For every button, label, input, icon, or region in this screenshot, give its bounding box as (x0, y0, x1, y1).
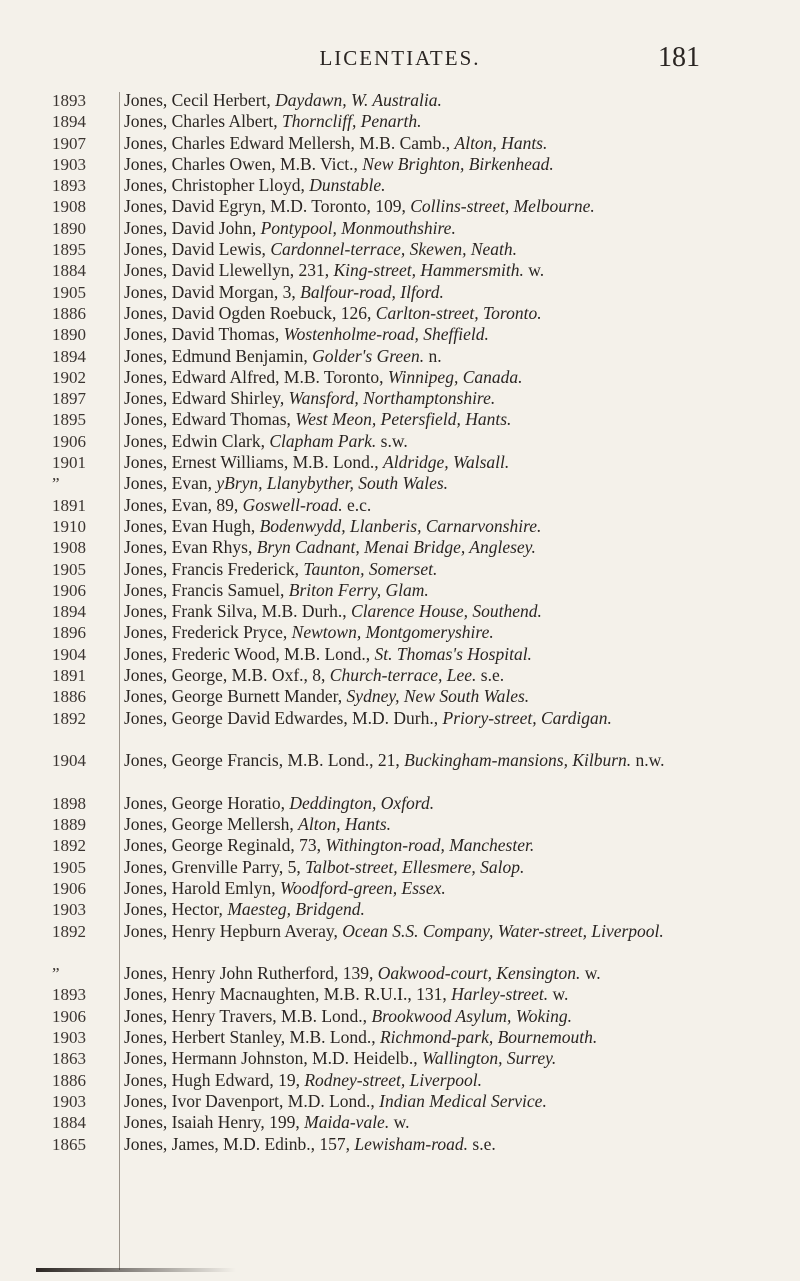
list-item (0, 473, 800, 494)
entry-address: Sydney, New South Wales. (346, 686, 530, 707)
entry-address: Balfour-road, Ilford. (300, 281, 444, 302)
entry-name: Jones, David Morgan, 3, (124, 281, 301, 302)
entry-postal-district: n.w. (631, 750, 665, 771)
entry-year: 1884 (52, 261, 86, 281)
entry-year: 1895 (52, 410, 86, 430)
entry-year: 1889 (52, 815, 86, 835)
entry-year: 1908 (52, 538, 86, 558)
entry-name: Jones, Grenville Parry, 5, (124, 856, 306, 877)
entry-name: Jones, Charles Albert, (124, 111, 282, 132)
entry-address: Carlton-street, Toronto. (375, 302, 542, 323)
entry-name: Jones, George David Edwardes, M.D. Durh., (124, 707, 443, 728)
entry-name: Jones, Frank Silva, M.B. Durh., (124, 601, 352, 622)
entry-postal-district: s.w. (376, 430, 408, 451)
entry-name: Jones, James, M.D. Edinb., 157, (124, 1133, 355, 1154)
list-item (0, 260, 800, 281)
entry-year: 1907 (52, 133, 86, 153)
entry-address: Oakwood-court, Kensington. (377, 963, 581, 984)
entry-text (124, 1091, 784, 1112)
entry-text (124, 686, 784, 707)
entry-text (124, 750, 784, 771)
entry-year: 1901 (52, 453, 86, 473)
entry-text (124, 622, 784, 643)
entry-text (124, 196, 784, 217)
entry-postal-district: e.c. (342, 494, 372, 515)
entry-text (124, 1027, 784, 1048)
entry-address: Lewisham-road. (354, 1133, 469, 1154)
list-item (0, 1006, 800, 1027)
entry-address: West Meon, Petersfield, Hants. (295, 409, 512, 430)
entry-name: Jones, Frederick Pryce, (124, 622, 292, 643)
entry-name: Jones, Edward Thomas, (124, 409, 296, 430)
entry-text (124, 175, 784, 196)
entry-text (124, 303, 784, 324)
entry-address: Wallington, Surrey. (421, 1048, 557, 1069)
entry-address: Indian Medical Service. (379, 1090, 547, 1111)
entry-name: Jones, Evan, 89, (124, 494, 243, 515)
list-item (0, 899, 800, 920)
entry-text (124, 1112, 784, 1133)
entry-address: yBryn, Llanybyther, South Wales. (216, 473, 449, 494)
list-item (0, 495, 800, 516)
entry-text (124, 921, 784, 942)
entry-text (124, 154, 784, 175)
entry-name: Jones, Hugh Edward, 19, (124, 1069, 305, 1090)
entry-address: Buckingham-mansions, Kilburn. (404, 750, 632, 771)
list-item (0, 154, 800, 175)
entry-text (124, 835, 784, 856)
entry-address: Deddington, Oxford. (289, 792, 435, 813)
entry-text (124, 580, 784, 601)
entry-name: Jones, Edward Alfred, M.B. Toronto, (124, 366, 388, 387)
entry-text (124, 1048, 784, 1069)
entry-address: Maida-vale. (304, 1112, 390, 1133)
list-item (0, 409, 800, 430)
entry-text (124, 665, 784, 686)
list-item (0, 367, 800, 388)
entry-text (124, 452, 784, 473)
entry-address: Golder's Green. (312, 345, 425, 366)
entry-year: 1906 (52, 878, 86, 898)
entry-name: Jones, Evan, (124, 473, 217, 494)
entry-year: 1904 (52, 751, 86, 771)
list-item (0, 814, 800, 835)
entry-name: Jones, Ernest Williams, M.B. Lond., (124, 452, 384, 473)
entry-name: Jones, George Reginald, 73, (124, 835, 326, 856)
entry-postal-district: w. (389, 1112, 410, 1133)
entry-year: 1903 (52, 1028, 86, 1048)
entry-text (124, 260, 784, 281)
entry-text (124, 644, 784, 665)
entry-address: Alton, Hants. (454, 132, 548, 153)
entry-year: 1894 (52, 346, 86, 366)
entry-text (124, 793, 784, 814)
list-item (0, 1134, 800, 1155)
entry-address: Clarence House, Southend. (351, 601, 542, 622)
entry-address: Goswell-road. (242, 494, 343, 515)
entry-name: Jones, Herbert Stanley, M.B. Lond., (124, 1027, 380, 1048)
entry-year: 1890 (52, 325, 86, 345)
entry-year: 1905 (52, 282, 86, 302)
entry-text (124, 473, 784, 494)
entry-year: 1898 (52, 793, 86, 813)
entry-year: 1903 (52, 154, 86, 174)
list-item (0, 175, 800, 196)
list-item (0, 559, 800, 580)
entry-name: Jones, David Llewellyn, 231, (124, 260, 334, 281)
entry-text (124, 559, 784, 580)
list-item (0, 431, 800, 452)
list-item (0, 452, 800, 473)
list-item (0, 90, 800, 111)
entry-text (124, 1070, 784, 1091)
entry-text (124, 963, 784, 984)
entry-name: Jones, Henry Travers, M.B. Lond., (124, 1005, 372, 1026)
entry-name: Jones, Edwin Clark, (124, 430, 270, 451)
entry-text (124, 1006, 784, 1027)
list-item (0, 239, 800, 260)
entry-address: Priory-street, Cardigan. (442, 707, 612, 728)
entry-year: 1892 (52, 921, 86, 941)
entry-year: ” (52, 474, 60, 494)
entry-text (124, 239, 784, 260)
entry-text (124, 111, 784, 132)
entry-text (124, 324, 784, 345)
entry-text (124, 282, 784, 303)
list-item (0, 644, 800, 665)
entry-name: Jones, Francis Frederick, (124, 558, 304, 579)
entry-name: Jones, Ivor Davenport, M.D. Lond., (124, 1090, 380, 1111)
entry-text (124, 133, 784, 154)
entry-year: 1903 (52, 1091, 86, 1111)
entry-year: 1897 (52, 389, 86, 409)
entry-address: Collins-street, Melbourne. (410, 196, 595, 217)
entry-year: 1886 (52, 1070, 86, 1090)
entry-year: 1903 (52, 900, 86, 920)
list-item (0, 218, 800, 239)
list-item (0, 537, 800, 558)
entry-text (124, 367, 784, 388)
entry-year: 1886 (52, 687, 86, 707)
entry-year: 1891 (52, 495, 86, 515)
entry-year: 1906 (52, 431, 86, 451)
entry-address: Dunstable. (309, 175, 386, 196)
entry-year: 1892 (52, 836, 86, 856)
entry-address: Harley-street. (451, 984, 549, 1005)
entry-text (124, 814, 784, 835)
list-item (0, 1070, 800, 1091)
entry-year: 1893 (52, 91, 86, 110)
entry-name: Jones, Cecil Herbert, (124, 90, 276, 110)
list-item (0, 921, 800, 964)
entry-text (124, 388, 784, 409)
entry-text (124, 857, 784, 878)
entry-address: Winnipeg, Canada. (387, 366, 523, 387)
list-item (0, 1048, 800, 1069)
entry-address: Ocean S.S. Company, Water-street, Liverpool. (342, 920, 664, 941)
entry-address: Maesteg, Bridgend. (227, 899, 365, 920)
entry-name: Jones, Isaiah Henry, 199, (124, 1112, 305, 1133)
entry-text (124, 899, 784, 920)
list-item (0, 133, 800, 154)
entry-name: Jones, David Thomas, (124, 324, 284, 345)
entry-address: Rodney-street, Liverpool. (304, 1069, 483, 1090)
list-item (0, 303, 800, 324)
entry-name: Jones, David John, (124, 217, 261, 238)
entry-address: Talbot-street, Ellesmere, Salop. (305, 856, 525, 877)
entry-address: Thorncliff, Penarth. (281, 111, 422, 132)
entry-year: 1893 (52, 985, 86, 1005)
entry-year: 1902 (52, 367, 86, 387)
entry-address: Bryn Cadnant, Menai Bridge, Anglesey. (256, 537, 536, 558)
entry-name: Jones, Henry Hepburn Averay, (124, 920, 343, 941)
entry-year: 1894 (52, 602, 86, 622)
entry-name: Jones, George, M.B. Oxf., 8, (124, 665, 330, 686)
entry-name: Jones, George Mellersh, (124, 814, 299, 835)
entry-address: Church-terrace, Lee. (329, 665, 477, 686)
entry-text (124, 984, 784, 1005)
entry-text (124, 218, 784, 239)
entry-name: Jones, Frederic Wood, M.B. Lond., (124, 643, 375, 664)
entry-address: Wansford, Northamptonshire. (288, 388, 496, 409)
list-item (0, 835, 800, 856)
list-item (0, 324, 800, 345)
entry-address: Pontypool, Monmouthshire. (260, 217, 456, 238)
entry-name: Jones, Harold Emlyn, (124, 877, 281, 898)
entry-address: Cardonnel-terrace, Skewen, Neath. (270, 239, 518, 260)
list-item (0, 793, 800, 814)
list-item (0, 665, 800, 686)
entry-text (124, 708, 784, 729)
list-item (0, 111, 800, 132)
entry-address: Clapham Park. (269, 430, 377, 451)
entry-year: 1890 (52, 218, 86, 238)
entry-address: Daydawn, W. Australia. (275, 90, 442, 110)
entry-text (124, 878, 784, 899)
entry-name: Jones, George Francis, M.B. Lond., 21, (124, 750, 405, 771)
entry-name: Jones, Edward Shirley, (124, 388, 289, 409)
entry-year: 1895 (52, 240, 86, 260)
entry-year: 1863 (52, 1049, 86, 1069)
entry-name: Jones, Charles Owen, M.B. Vict., (124, 153, 363, 174)
entry-year: 1896 (52, 623, 86, 643)
list-item (0, 282, 800, 303)
list-item (0, 601, 800, 622)
entry-year: 1905 (52, 559, 86, 579)
entry-year: 1891 (52, 666, 86, 686)
entry-address: Woodford-green, Essex. (280, 877, 446, 898)
entry-address: St. Thomas's Hospital. (374, 643, 532, 664)
list-item (0, 1027, 800, 1048)
entry-name: Jones, Evan Hugh, (124, 515, 260, 536)
list-item (0, 622, 800, 643)
running-head (0, 42, 800, 82)
list-item (0, 346, 800, 367)
entry-address: New Brighton, Birkenhead. (362, 153, 554, 174)
entry-address: Briton Ferry, Glam. (288, 579, 429, 600)
entry-name: Jones, David Lewis, (124, 239, 271, 260)
entry-text (124, 409, 784, 430)
page-title: LICENTIATES. (319, 46, 481, 70)
list-item (0, 1112, 800, 1133)
entry-year: 1892 (52, 708, 86, 728)
entry-year: 1906 (52, 580, 86, 600)
entry-postal-district: n. (424, 345, 442, 366)
entry-address: Brookwood Asylum, Woking. (371, 1005, 573, 1026)
list-item (0, 878, 800, 899)
entry-year: 1893 (52, 176, 86, 196)
entry-name: Jones, Charles Edward Mellersh, M.B. Camb., (124, 132, 455, 153)
entry-address: Aldridge, Walsall. (383, 452, 510, 473)
list-item (0, 708, 800, 751)
entry-text (124, 431, 784, 452)
entry-year: 1894 (52, 112, 86, 132)
list-item (0, 1091, 800, 1112)
entry-address: Alton, Hants. (298, 814, 392, 835)
entry-postal-district: s.e. (468, 1133, 496, 1154)
entry-year: ” (52, 964, 60, 984)
entry-text (124, 601, 784, 622)
entry-year: 1886 (52, 303, 86, 323)
page-number: 181 (658, 42, 700, 73)
entry-text (124, 537, 784, 558)
entry-address: King-street, Hammersmith. (333, 260, 524, 281)
entry-name: Jones, Hector, (124, 899, 228, 920)
entry-text (124, 495, 784, 516)
entry-name: Jones, Christopher Lloyd, (124, 175, 310, 196)
entry-year: 1910 (52, 516, 86, 536)
entry-name: Jones, George Burnett Mander, (124, 686, 347, 707)
entry-postal-district: w. (580, 963, 601, 984)
entry-postal-district: s.e. (476, 665, 505, 686)
list-item (0, 388, 800, 409)
list-item (0, 963, 800, 984)
entry-text (124, 516, 784, 537)
entry-name: Jones, George Horatio, (124, 792, 290, 813)
list-item (0, 196, 800, 217)
entry-text (124, 346, 784, 367)
entry-name: Jones, David Egryn, M.D. Toronto, 109, (124, 196, 411, 217)
entry-text (124, 90, 784, 111)
entry-postal-district: w. (523, 260, 545, 281)
list-item (0, 686, 800, 707)
entry-address: Withington-road, Manchester. (325, 835, 535, 856)
entry-name: Jones, Francis Samuel, (124, 579, 289, 600)
print-smudge (36, 1268, 236, 1272)
entry-postal-district: w. (548, 984, 569, 1005)
entry-year: 1905 (52, 857, 86, 877)
entry-year: 1904 (52, 644, 86, 664)
entry-year: 1865 (52, 1134, 86, 1154)
entry-name: Jones, Henry John Rutherford, 139, (124, 963, 378, 984)
list-item (0, 750, 800, 793)
entry-address: Newtown, Montgomeryshire. (291, 622, 494, 643)
list-item (0, 857, 800, 878)
entry-year: 1906 (52, 1006, 86, 1026)
list-item (0, 984, 800, 1005)
entry-list (0, 90, 800, 1155)
list-item (0, 516, 800, 537)
entry-name: Jones, David Ogden Roebuck, 126, (124, 302, 376, 323)
entry-year: 1908 (52, 197, 86, 217)
entry-text (124, 1134, 784, 1155)
entry-name: Jones, Edmund Benjamin, (124, 345, 313, 366)
entry-address: Richmond-park, Bournemouth. (379, 1027, 598, 1048)
entry-name: Jones, Evan Rhys, (124, 537, 257, 558)
entry-name: Jones, Henry Macnaughten, M.B. R.U.I., 131, (124, 984, 452, 1005)
entry-name: Jones, Hermann Johnston, M.D. Heidelb., (124, 1048, 422, 1069)
entry-year: 1884 (52, 1113, 86, 1133)
entry-address: Taunton, Somerset. (303, 558, 438, 579)
entry-address: Wostenholme-road, Sheffield. (283, 324, 489, 345)
entry-address: Bodenwydd, Llanberis, Carnarvonshire. (259, 515, 542, 536)
list-item (0, 580, 800, 601)
